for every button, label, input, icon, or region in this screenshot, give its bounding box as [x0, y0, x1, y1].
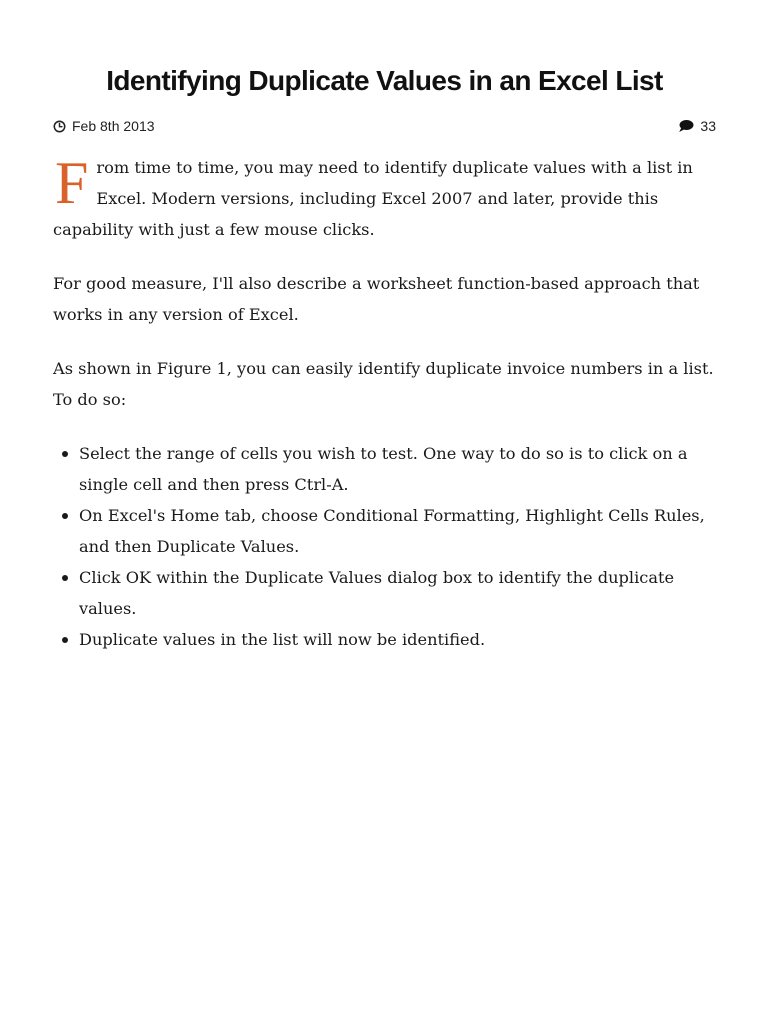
list-item: Select the range of cells you wish to test. One way to do so is to click on a single cell and then press Ctrl-A. — [79, 438, 716, 500]
post-date-text: Feb 8th 2013 — [72, 118, 155, 134]
dropcap: F — [55, 150, 89, 216]
intro-paragraph — [53, 152, 716, 245]
list-item: Duplicate values in the list will now be identified. — [79, 624, 716, 655]
comment-icon — [678, 119, 694, 133]
clock-icon — [53, 120, 66, 133]
comment-count: 33 — [700, 118, 716, 134]
comments-link[interactable] — [678, 116, 716, 136]
post-date — [53, 116, 155, 136]
paragraph-2: For good measure, I'll also describe a worksheet function-based approach that works in any version of Excel. — [53, 274, 700, 324]
paragraph-3: As shown in Figure 1, you can easily identify duplicate invoice numbers in a list. To do so: — [53, 359, 714, 409]
list-item: On Excel's Home tab, choose Conditional Formatting, Highlight Cells Rules, and then Duplicate Values. — [79, 500, 716, 562]
article-title: Identifying Duplicate Values in an Excel List — [106, 65, 663, 96]
list-item: Click OK within the Duplicate Values dialog box to identify the duplicate values. — [79, 562, 716, 624]
article-meta — [53, 116, 716, 136]
intro-text: rom time to time, you may need to identify duplicate values with a list in Excel. Modern versions, including Excel 2007 and later, provide this capability with just a few mouse clicks. — [53, 158, 693, 239]
steps-list — [53, 438, 716, 655]
article-body — [53, 152, 716, 655]
